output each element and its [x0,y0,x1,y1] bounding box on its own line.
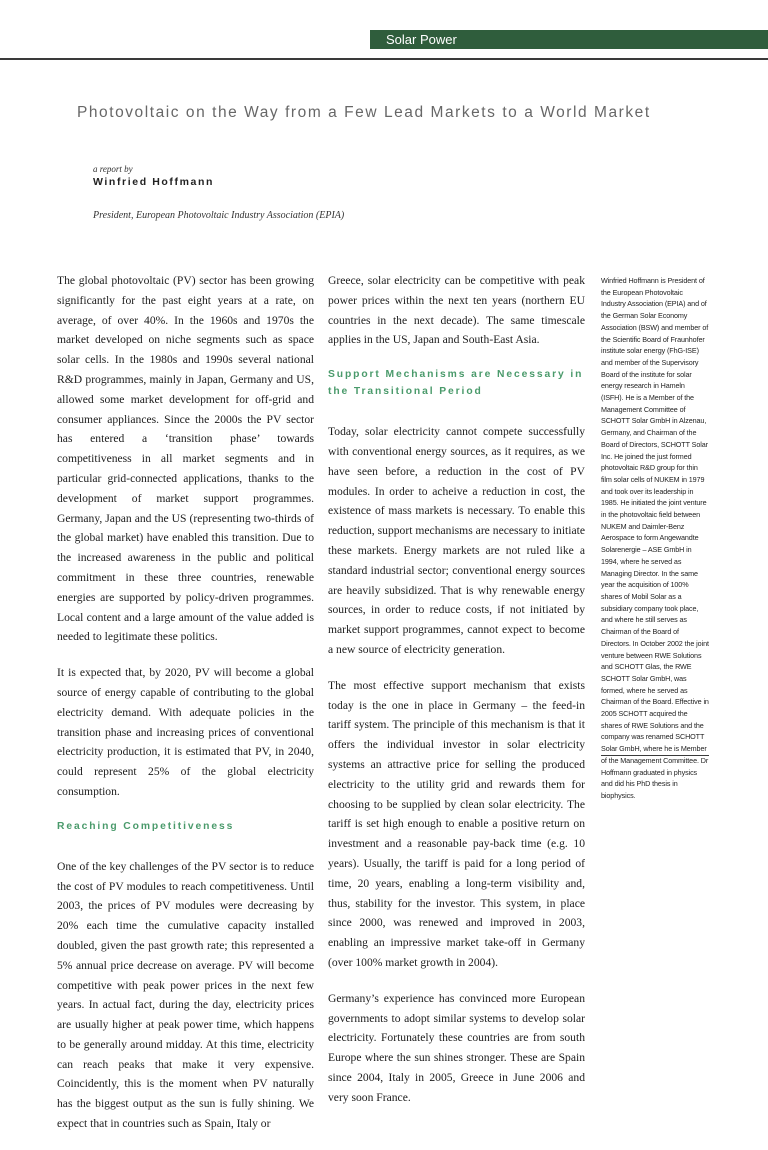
header-rule [0,58,768,60]
paragraph: It is expected that, by 2020, PV will become a global source of energy capable of contributing to the global electricity demand. With adequate policies in the transition phase and increasing prices of conventional electricity production, it is estimated that PV, in 2040, could represent 25% of the global electricity consumption. [57,666,314,798]
column-middle [328,271,585,1123]
paragraph: The global photovoltaic (PV) sector has been growing significantly for the past eight years at a rate, on average, of over 40%. In the 1960s and 1970s the market developed on niche segments such as space solar cells. In the 1980s and 1990s several national R&D programmes, mainly in Japan, Germany and US, allowed some market development for off-grid and consumer appliances. Since the 2000s the PV sector has entered a ‘transition phase’ towards competitiveness in all market segments and in particular grid-connected applications, thanks to the development of market support programmes. Germany, Japan and the US (representing two-thirds of the global market) have enabled this transition. Due to the increased awareness in the public and political commitment in these three countries, renewable energies are supported by policy-driven programmes. Local content and a large amount of the value added is needed to legitimate these politics. [57,274,314,644]
author-bio: Winfried Hoffmann is President of the European Photovoltaic Industry Association (EPIA) and of the German Solar Economy Association (BSW) and member of the Scientific Board of Fraunhofer institute solar energy (FhG-ISE) and member of the Supervisory Board of the institute for solar energy research in Hameln (ISFH). He is a Member of the Management Committee of SCHOTT Solar GmbH in Alzenau, Germany, and Chairman of the Board of Directors, SCHOTT Solar Inc. He joined the just formed photovoltaic R&D group for thin film solar cells of NUKEM in 1979 and took over its leadership in 1985. He initiated the joint venture in the photovoltaic field between NUKEM and Daimler-Benz Aerospace to form Angewandte Solarenergie – ASE GmbH in 1994, where he served as Managing Director. In the same year the acquisition of 100% shares of Mobil Solar as a subsidiary company took place, and where he still serves as Chairman of the Board of Directors. In October 2002 the joint venture between RWE Solutions and SCHOTT Glas, the RWE SCHOTT Solar GmbH, was formed, where he served as Chairman of the Board. Effective in 2005 SCHOTT acquired the shares of RWE Solutions and the company was renamed SCHOTT Solar GmbH, where he is Member of the Management Committee. Dr Hoffmann graduated in physics and did his PhD thesis in biophysics. [601,276,709,800]
section-label: Solar Power [370,30,768,49]
article-title: Photovoltaic on the Way from a Few Lead Markets to a World Market [77,104,651,121]
paragraph: One of the key challenges of the PV sector is to reduce the cost of PV modules to reach competitiveness. Until 2003, the prices of PV modules were decreasing by 20% each time the cumulative capacity installed doubled, given the past growth rate; this represented a 5% annual price decrease on average. PV will become competitive with peak power prices in the next few years. In actual fact, during the day, electricity prices are usually higher at peak power time, which happens to be generally around midday. At this time, electricity can reach peaks that make it very expensive. Coincidently, this is the moment when PV naturally has the biggest output as the sun is fully shining. We expect that in countries such as Spain, Italy or [57,859,314,1131]
sidebar-rule [601,755,709,756]
section-heading: Reaching Competitiveness [57,820,235,832]
paragraph: Greece, solar electricity can be competitive with peak power prices within the next ten years (northern EU countries in the next decade). The same timescale applies in the US, Japan and South-East Asia. [328,274,585,347]
author-affiliation: President, European Photovoltaic Industry Association (EPIA) [93,210,345,221]
paragraph: Today, solar electricity cannot compete successfully with conventional energy sources, as it requires, as we have seen before, a reduction in the cost of PV modules. In order to acheive a reduction in cost, the existence of mass markets is necessary. To enable this reduction, support mechanisms are necessary to initiate these markets. Energy markets are not ruled like a standard industrial sector; conventional energy sources are heavily subsidized. That is why renewable energy sources, in order to reduce costs, if not initiated by market support programmes, cannot expect to become a new source of electricity generation. [328,425,585,656]
paragraph: The most effective support mechanism that exists today is the one in place in Germany – the feed-in tariff system. The principle of this mechanism is that it offers the individual investor in solar electricity systems an attractive price for selling the produced electricity to the utility grid and rewards them for choosing to be supplied by clean solar electricity. The tariff is set high enough to enable a positive return on investment and a reasonable pay-back time (e.g. 10 years). Usually, the tariff is paid for a long period of time, 20 years, enabling a long-term visibility and, thus, stability for the investor. This system, in place since 2000, was renewed and improved in 2003, enabling an impressive market take-off in Germany (over 100% market growth in 2004). [328,678,585,969]
column-left [57,271,314,1150]
paragraph: Germany’s experience has convinced more European governments to adopt similar systems to develop solar electricity. Fortunately these countries are from south Europe where the sun shines stronger. These are Spain since 2004, Italy in 2005, Greece in June 2006 and very soon France. [328,991,585,1104]
author-name: Winfried Hoffmann [93,176,215,188]
section-heading: Support Mechanisms are Necessary in the Transitional Period [328,369,584,398]
byline-label: a report by [93,164,133,174]
